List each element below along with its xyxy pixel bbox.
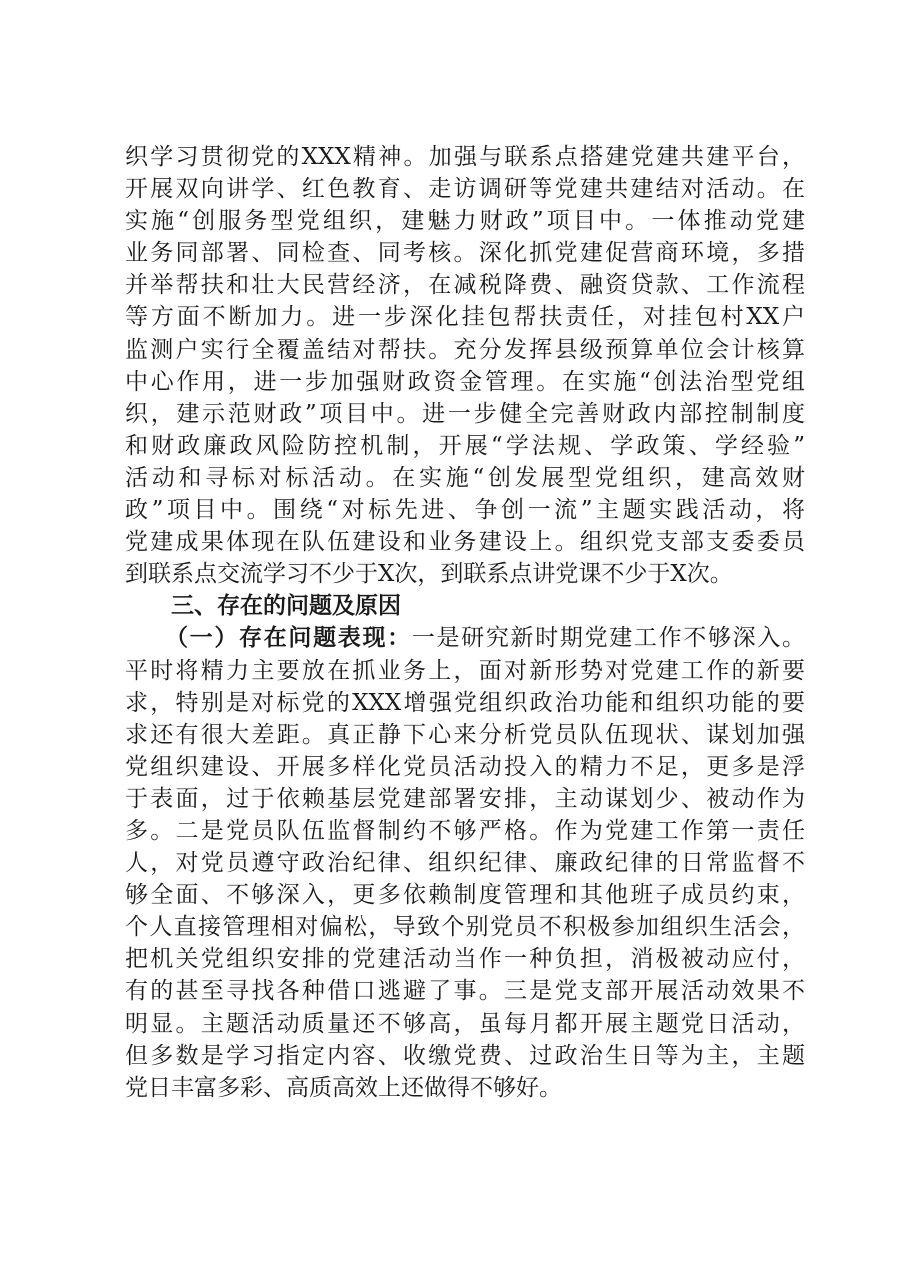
text-line: 实施“创服务型党组织，建魅力财政”项目中。一体推动党建 — [125, 208, 805, 235]
paragraph-label: （一）存在问题表现： — [165, 625, 412, 652]
text-line: 业务同部署、同检查、同考核。深化抓党建促营商环境，多措 — [125, 240, 805, 267]
lead-line-text: 一是研究新时期党建工作不够深入。 — [411, 625, 806, 652]
section-heading: 三、存在的问题及原因 — [171, 593, 401, 620]
text-line: 但多数是学习指定内容、收缴党费、过政治生日等为主，主题 — [125, 1042, 805, 1069]
text-line: 有的甚至寻找各种借口逃避了事。三是党支部开展活动效果不 — [125, 978, 805, 1005]
text-line: 多。二是党员队伍监督制约不够严格。作为党建工作第一责任 — [125, 817, 805, 844]
text-line: 中心作用，进一步加强财政资金管理。在实施“创法治型党组 — [125, 368, 805, 395]
paragraph-1 — [125, 141, 805, 590]
text-line: 党建成果体现在队伍建设和业务建设上。组织党支部支委委员 — [125, 529, 805, 556]
text-line: 平时将精力主要放在抓业务上，面对新形势对党建工作的新要 — [125, 657, 805, 684]
document-page — [125, 141, 805, 1104]
text-line: 够全面、不够深入，更多依赖制度管理和其他班子成员约束， — [125, 882, 805, 909]
text-line: 织，建示范财政”项目中。进一步健全完善财政内部控制制度 — [125, 400, 805, 427]
paragraph-lead-line — [125, 622, 805, 654]
text-line: 党日丰富多彩、高质高效上还做得不够好。 — [125, 1074, 562, 1101]
text-line: 求还有很大差距。真正静下心来分析党员队伍现状、谋划加强 — [125, 721, 805, 748]
text-line: 于表面，过于依赖基层党建部署安排，主动谋划少、被动作为 — [125, 785, 805, 812]
text-line: 把机关党组织安排的党建活动当作一种负担，消极被动应付， — [125, 946, 805, 973]
text-line: 和财政廉政风险防控机制，开展“学法规、学政策、学经验” — [125, 432, 805, 459]
text-line: 织学习贯彻党的XXX精神。加强与联系点搭建党建共建平台， — [125, 144, 805, 170]
text-line: 明显。主题活动质量还不够高，虽每月都开展主题党日活动， — [125, 1010, 805, 1037]
text-line: 求，特别是对标党的XXX增强党组织政治功能和组织功能的要 — [125, 689, 805, 716]
text-line: 党组织建设、开展多样化党员活动投入的精力不足，更多是浮 — [125, 753, 805, 780]
text-line: 活动和寻标对标活动。在实施“创发展型党组织，建高效财 — [125, 464, 805, 491]
text-line: 个人直接管理相对偏松，导致个别党员不积极参加组织生活会， — [125, 914, 805, 941]
text-line: 人，对党员遵守政治纪律、组织纪律、廉政纪律的日常监督不 — [125, 850, 805, 877]
text-line: 等方面不断加力。进一步深化挂包帮扶责任，对挂包村XX户 — [125, 304, 805, 331]
text-line: 监测户实行全覆盖结对帮扶。充分发挥县级预算单位会计核算 — [125, 336, 805, 363]
paragraph-2 — [125, 622, 805, 1103]
text-line: 并举帮扶和壮大民营经济，在减税降费、融资贷款、工作流程 — [125, 272, 805, 299]
text-line: 开展双向讲学、红色教育、走访调研等党建共建结对活动。在 — [125, 176, 805, 203]
text-line: 到联系点交流学习不少于X次，到联系点讲党课不少于X次。 — [125, 561, 733, 588]
text-line: 政”项目中。围绕“对标先进、争创一流”主题实践活动，将 — [125, 497, 805, 524]
